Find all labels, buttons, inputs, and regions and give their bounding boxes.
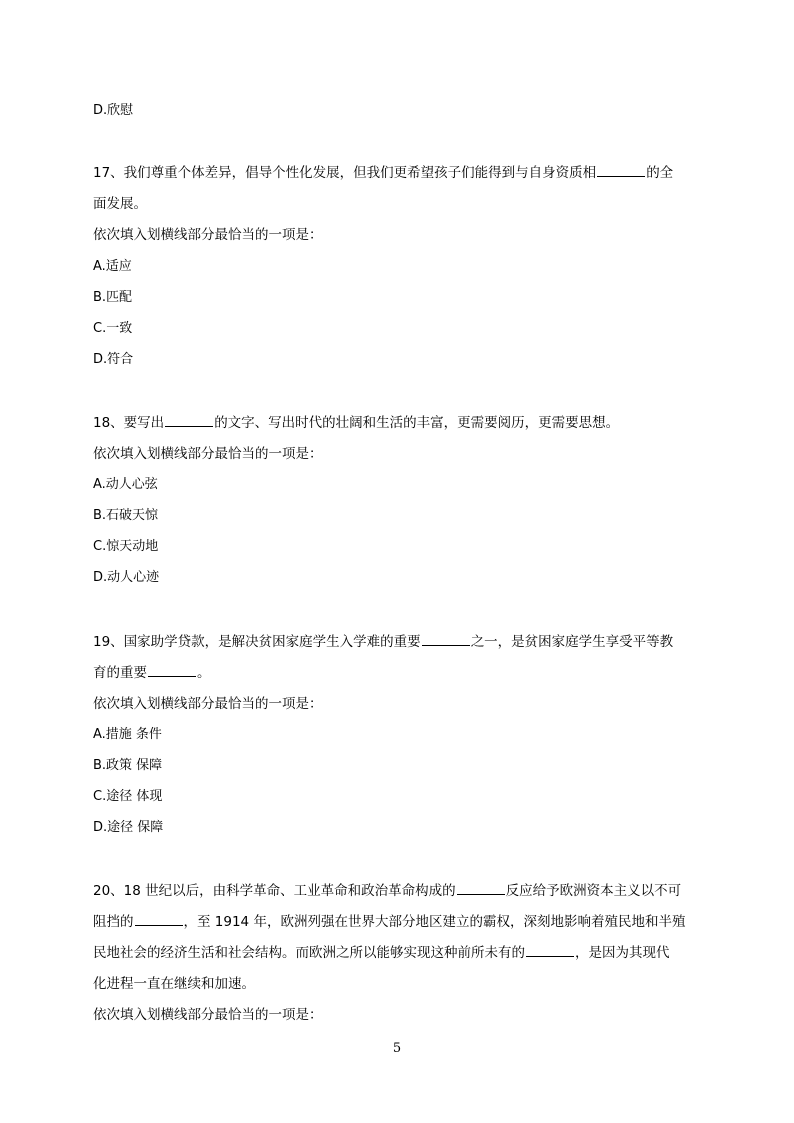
q19-option-a: A.措施 条件 <box>93 727 162 742</box>
q17-stem-line2: 面发展。 <box>93 196 147 212</box>
q18-blank-1 <box>165 414 213 427</box>
q17-blank-1 <box>597 164 645 177</box>
q19-option-b: B.政策 保障 <box>93 758 163 773</box>
q19-stem-text-3: 育的重要 <box>93 665 147 681</box>
q19-blank-2 <box>148 664 196 677</box>
q20-blank-2 <box>135 913 183 926</box>
q20-stem-text-5: 民地社会的经济生活和社会结构。而欧洲之所以能够实现这种前所未有的 <box>93 945 525 961</box>
q19-option-c: C.途径 体现 <box>93 789 163 804</box>
q17-option-b: B.匹配 <box>93 290 133 305</box>
q20-instruction: 依次填入划横线部分最恰当的一项是： <box>93 1007 323 1023</box>
q19-option-d: D.途径 保障 <box>93 820 164 835</box>
q18-stem-text-1: 18、要写出 <box>93 415 165 431</box>
q17-option-d: D.符合 <box>93 352 134 367</box>
q20-blank-1 <box>457 882 505 895</box>
q20-stem-line1 <box>93 881 703 901</box>
q18-option-a: A.动人心弦 <box>93 477 158 492</box>
q19-stem-line1 <box>93 632 703 652</box>
q19-stem-text-4: 。 <box>197 665 211 681</box>
q16-option-d: D.欣慰 <box>93 103 134 118</box>
q17-stem-text-1: 17、我们尊重个体差异，倡导个性化发展，但我们更希望孩子们能得到与自身资质相 <box>93 165 597 181</box>
q20-stem-text-1: 20、18 世纪以后，由科学革命、工业革命和政治革命构成的 <box>93 883 456 899</box>
q20-stem-text-2: 反应给予欧洲资本主义以不可 <box>505 883 682 899</box>
q18-stem-text-2: 的文字、写出时代的壮阔和生活的丰富，更需要阅历，更需要思想。 <box>214 415 620 431</box>
q19-instruction: 依次填入划横线部分最恰当的一项是： <box>93 696 323 712</box>
q19-blank-1 <box>422 633 470 646</box>
q20-stem-line2 <box>93 912 703 932</box>
q19-stem-line2 <box>93 663 703 683</box>
q18-option-d: D.动人心迹 <box>93 570 160 585</box>
q20-stem-line4: 化进程一直在继续和加速。 <box>93 976 255 992</box>
q18-instruction: 依次填入划横线部分最恰当的一项是： <box>93 446 323 462</box>
q19-stem-text-2: 之一，是贫困家庭学生享受平等教 <box>470 634 674 650</box>
q17-option-c: C.一致 <box>93 321 133 336</box>
q19-stem-text-1: 19、国家助学贷款，是解决贫困家庭学生入学难的重要 <box>93 634 421 650</box>
q20-stem-text-4: ，至 1914 年，欧洲列强在世界大部分地区建立的霸权，深刻地影响着殖民地和半殖 <box>183 914 686 930</box>
q20-blank-3 <box>526 944 574 957</box>
q17-stem-text-2: 的全 <box>646 165 674 181</box>
q18-option-c: C.惊天动地 <box>93 539 159 554</box>
q20-stem-line3 <box>93 943 703 963</box>
q17-instruction: 依次填入划横线部分最恰当的一项是： <box>93 227 323 243</box>
q17-option-a: A.适应 <box>93 259 132 274</box>
q18-option-b: B.石破天惊 <box>93 508 159 523</box>
page-number: 5 <box>392 1041 402 1056</box>
q17-stem-line1 <box>93 163 703 183</box>
q20-stem-text-3: 阻挡的 <box>93 914 134 930</box>
q20-stem-text-6: ，是因为其现代 <box>575 945 670 961</box>
q18-stem-line1 <box>93 413 703 433</box>
